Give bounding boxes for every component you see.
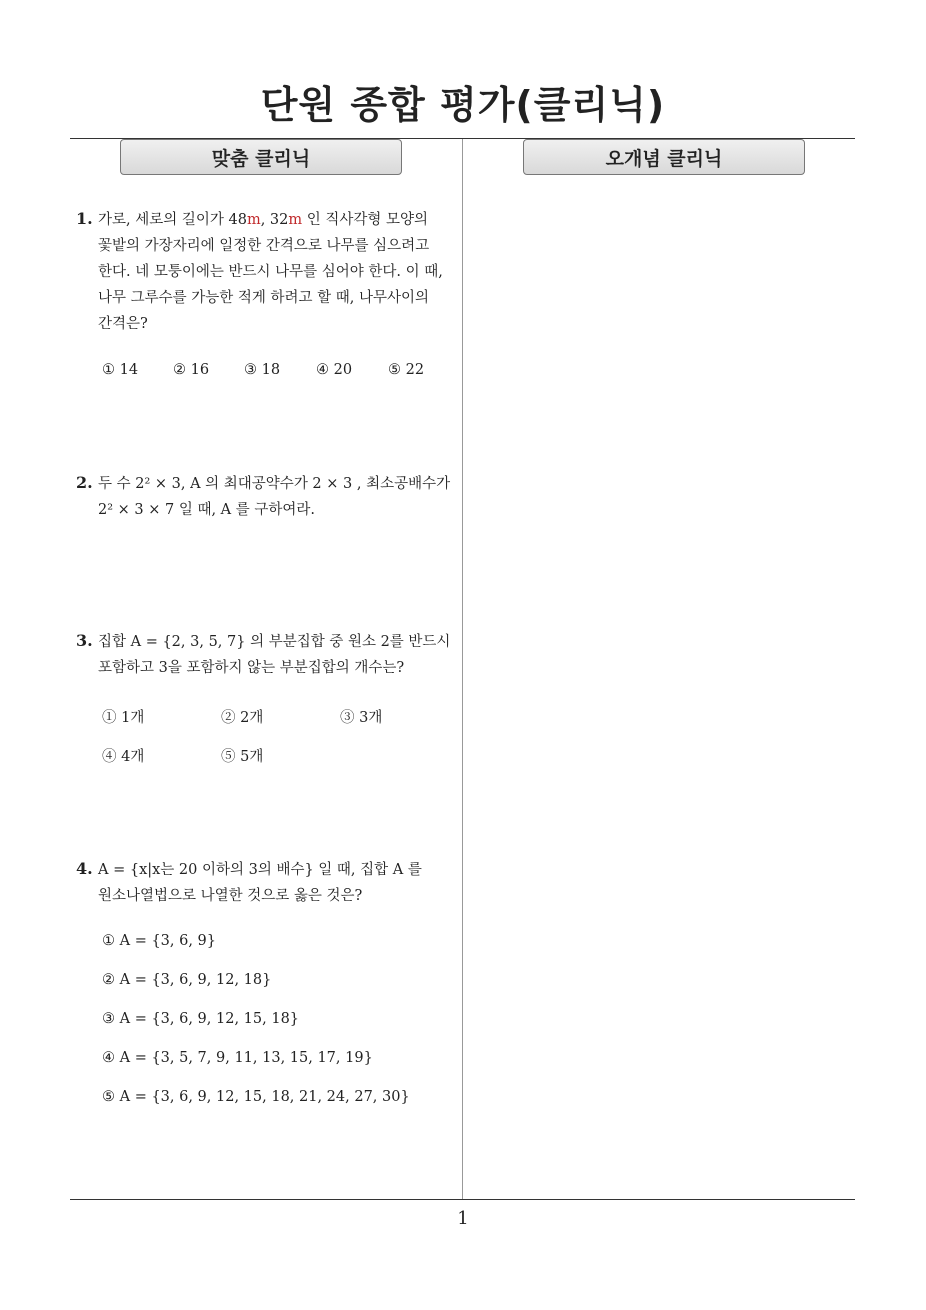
question-line: 원소나열법으로 나열한 것으로 옳은 것은? bbox=[98, 888, 363, 904]
choice-3[interactable]: ③ 18 bbox=[244, 362, 281, 378]
question-line: 한다. 네 모퉁이에는 반드시 나무를 심어야 한다. 이 때, bbox=[98, 264, 443, 280]
header-custom-clinic: 맞춤 클리닉 bbox=[120, 139, 402, 175]
choice-5[interactable]: ⑤ A = {3, 6, 9, 12, 15, 18, 21, 24, 27, 30} bbox=[102, 1089, 410, 1105]
question-1 bbox=[76, 206, 456, 337]
q1-text-a: 가로, 세로의 길이가 48 bbox=[98, 212, 247, 228]
question-line: 집합 A = {2, 3, 5, 7} 의 부분집합 중 원소 2를 반드시 bbox=[98, 634, 451, 650]
q1-text-b: , 32 bbox=[260, 212, 289, 228]
question-3 bbox=[76, 628, 456, 681]
choice-4[interactable]: ④ A = {3, 5, 7, 9, 11, 13, 15, 17, 19} bbox=[102, 1050, 373, 1066]
column-divider bbox=[462, 139, 463, 1199]
question-line: 꽃밭의 가장자리에 일정한 간격으로 나무를 심으려고 bbox=[98, 238, 430, 254]
choice-5[interactable]: ⑤ 5개 bbox=[221, 749, 264, 765]
choice-1[interactable]: ① 1개 bbox=[102, 710, 145, 726]
choice-4[interactable]: ④ 20 bbox=[316, 362, 353, 378]
question-line: 나무 그루수를 가능한 적게 하려고 할 때, 나무사이의 bbox=[98, 290, 430, 306]
unit-m: m bbox=[288, 212, 303, 228]
question-number: 3. bbox=[76, 631, 93, 650]
choice-3[interactable]: ③ 3개 bbox=[340, 710, 383, 726]
choice-2[interactable]: ② A = {3, 6, 9, 12, 18} bbox=[102, 972, 272, 988]
choice-1[interactable]: ① 14 bbox=[102, 362, 139, 378]
header-misconception-clinic: 오개념 클리닉 bbox=[523, 139, 805, 175]
question-number: 2. bbox=[76, 473, 93, 492]
question-number: 1. bbox=[76, 209, 93, 228]
page-number: 1 bbox=[457, 1208, 469, 1229]
question-line: 간격은? bbox=[98, 316, 148, 332]
question-line: 2² × 3 × 7 일 때, A 를 구하여라. bbox=[98, 502, 316, 518]
unit-m: m bbox=[246, 212, 261, 228]
choice-5[interactable]: ⑤ 22 bbox=[388, 362, 425, 378]
question-line: 두 수 2² × 3, A 의 최대공약수가 2 × 3 , 최소공배수가 bbox=[98, 476, 451, 492]
question-line: 포함하고 3을 포함하지 않는 부분집합의 개수는? bbox=[98, 660, 405, 676]
choice-3[interactable]: ③ A = {3, 6, 9, 12, 15, 18} bbox=[102, 1011, 300, 1027]
choice-4[interactable]: ④ 4개 bbox=[102, 749, 145, 765]
q1-text-c: 인 직사각형 모양의 bbox=[302, 212, 429, 228]
page-title: 단원 종합 평가(클리닉) bbox=[260, 83, 666, 127]
question-line: A = {x|x는 20 이하의 3의 배수} 일 때, 집합 A 를 bbox=[98, 862, 422, 878]
bottom-rule bbox=[70, 1199, 855, 1200]
question-2 bbox=[76, 470, 456, 523]
question-4 bbox=[76, 856, 456, 909]
choice-2[interactable]: ② 2개 bbox=[221, 710, 264, 726]
question-number: 4. bbox=[76, 859, 93, 878]
choice-2[interactable]: ② 16 bbox=[173, 362, 210, 378]
choice-1[interactable]: ① A = {3, 6, 9} bbox=[102, 933, 217, 949]
